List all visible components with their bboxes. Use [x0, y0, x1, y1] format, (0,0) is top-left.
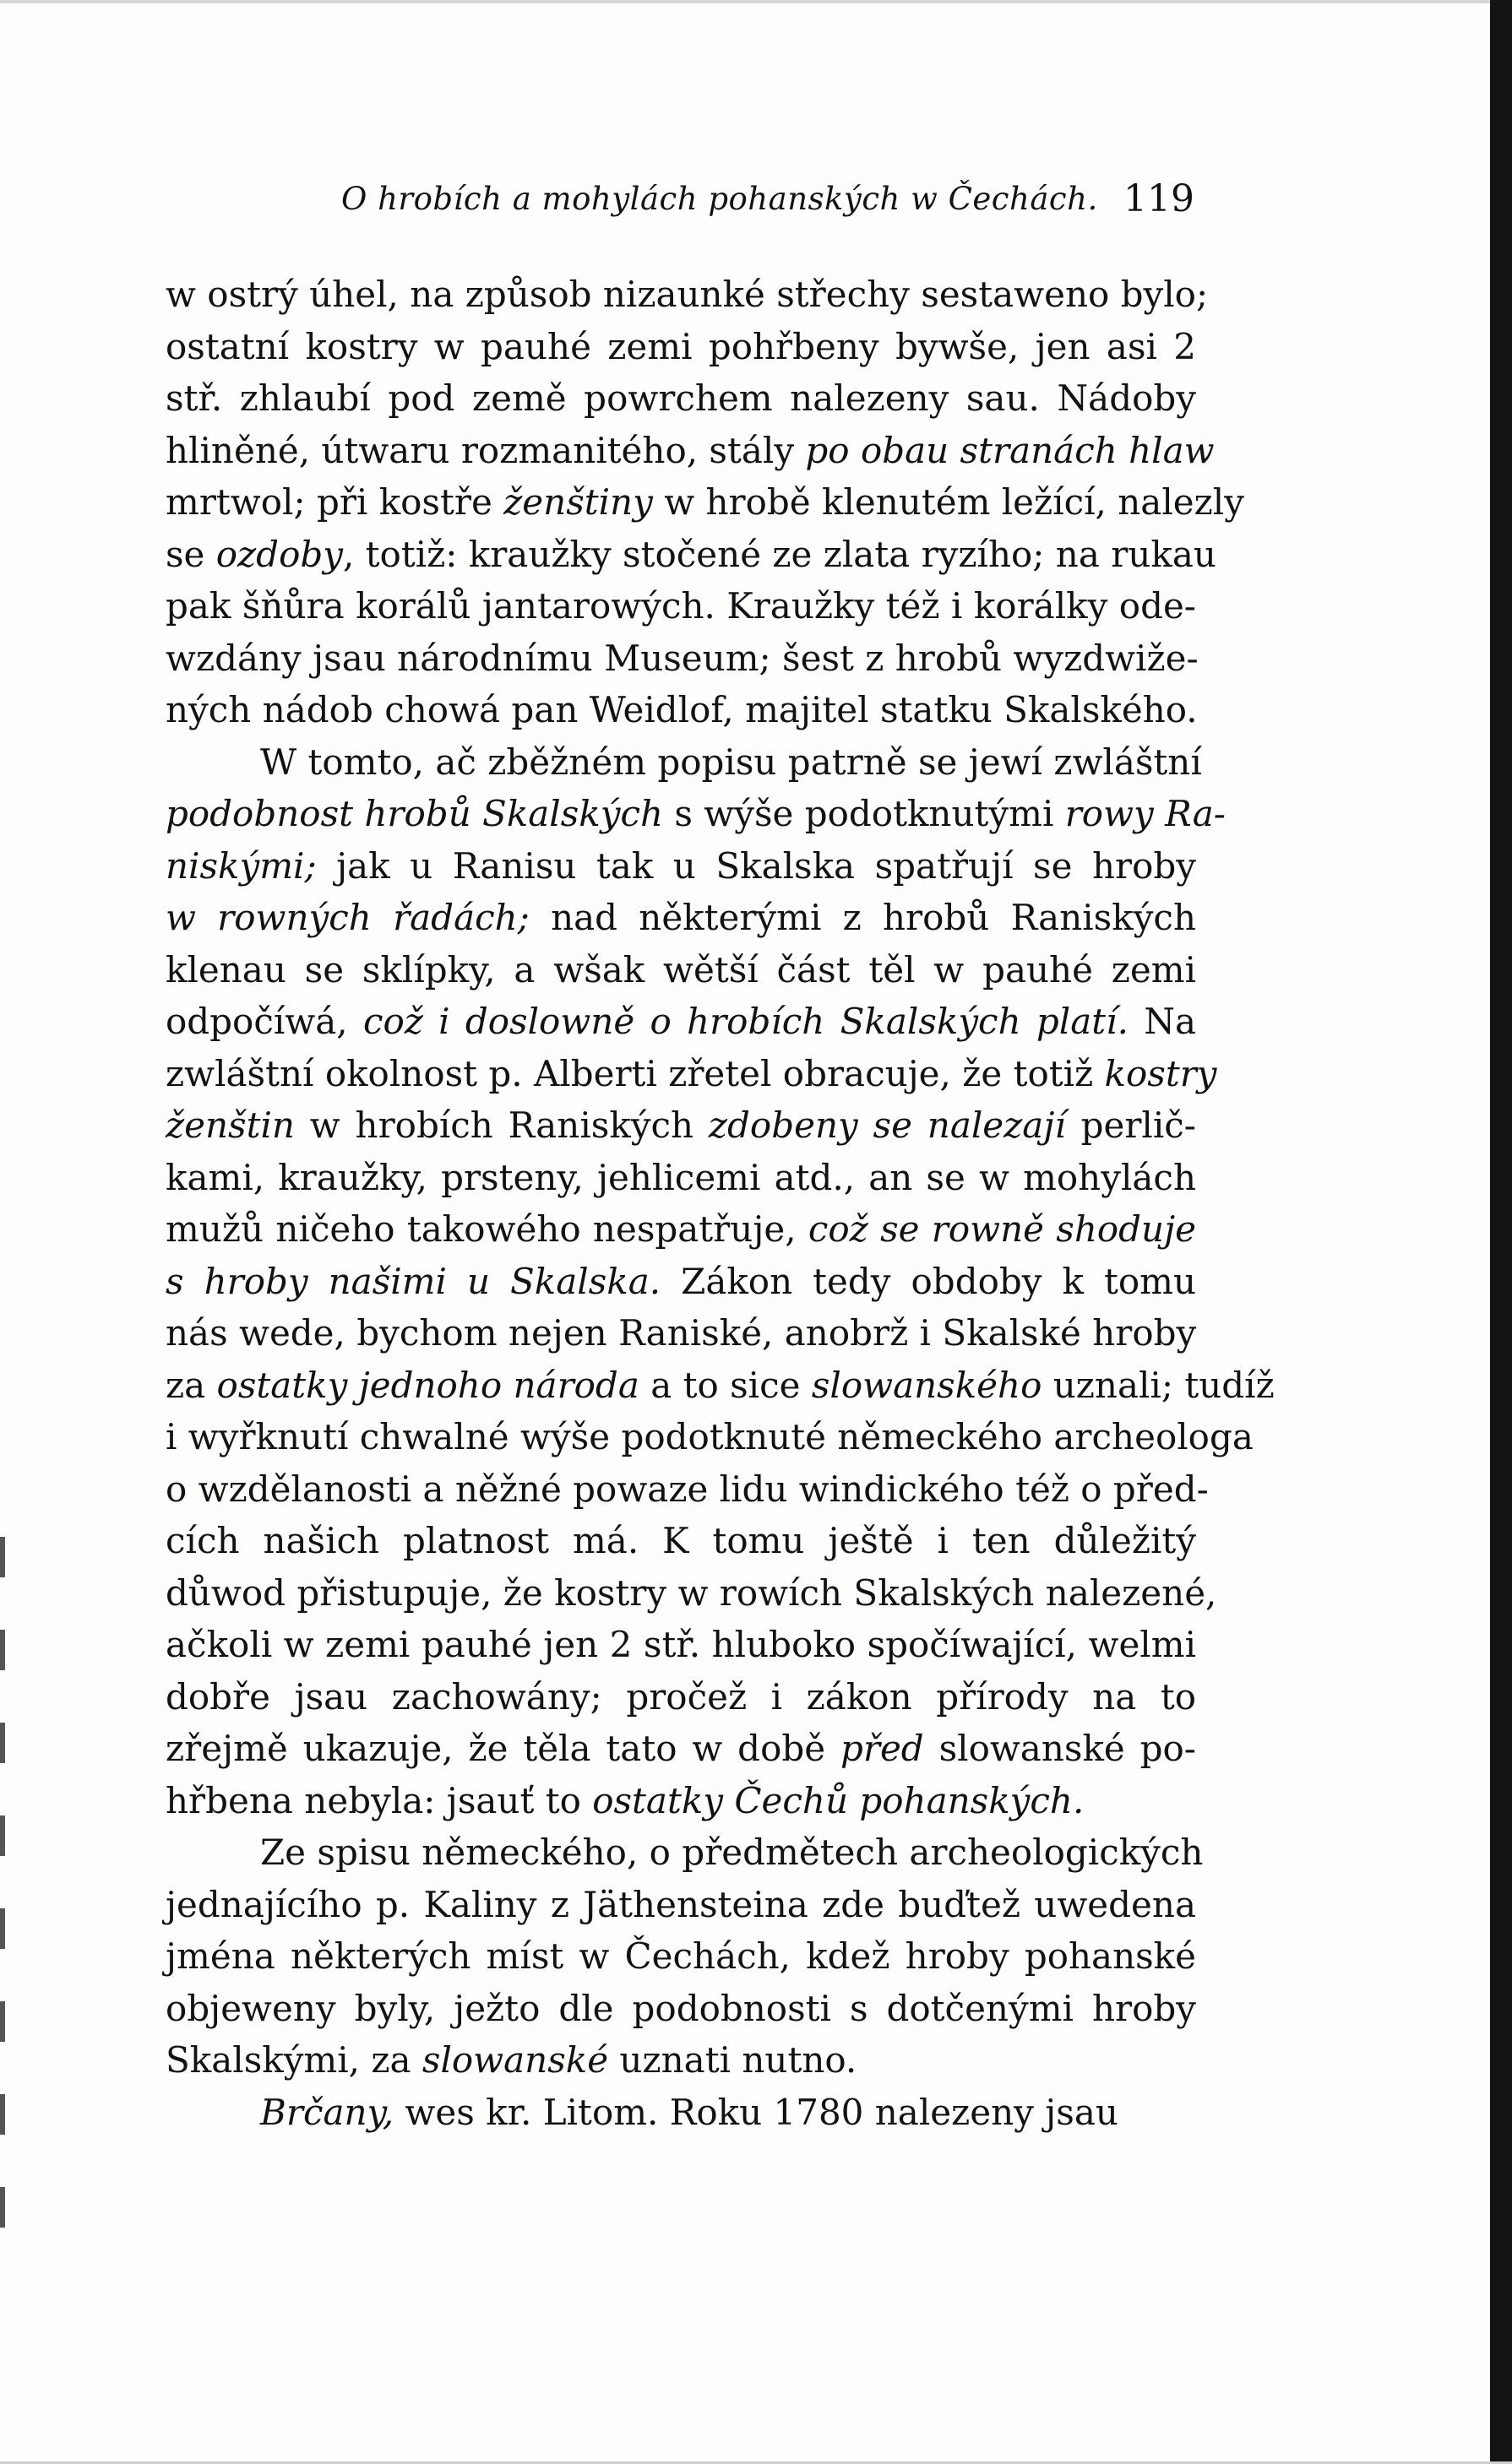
italic-phrase: slowanské	[422, 2039, 609, 2081]
text-run: mužů ničeho takowého nespatřuje,	[166, 1208, 808, 1250]
italic-phrase: niskými;	[166, 844, 317, 887]
text-run: , totiž: kraužky stočené ze zlata ryzího; na rukau	[342, 533, 1216, 575]
page-number: 119	[1123, 177, 1194, 220]
scan-border-right	[1490, 0, 1512, 2464]
text-line	[166, 372, 1196, 425]
text-run: pak šňůra korálů jantarowých. Kraužky též i korálky ode-	[166, 585, 1196, 627]
text-run: w hrobích Raniských	[294, 1104, 709, 1146]
text-line	[166, 840, 1196, 893]
text-line	[166, 1567, 1217, 1620]
italic-phrase: což se rowně shoduje	[808, 1208, 1196, 1250]
text-run: zřejmě ukazuje, že těla tato w době	[166, 1728, 840, 1769]
text-line	[166, 1671, 1196, 1723]
page-top-edge	[0, 0, 1512, 3]
text-run: stř. zhlaubí pod země powrchem nalezeny sau. Nádoby	[166, 377, 1196, 419]
text-run: za	[166, 1364, 217, 1406]
text-line	[166, 1515, 1196, 1567]
text-run: i wyřknutí chwalné wýše podotknuté německého archeologa	[166, 1416, 1254, 1457]
text-line	[166, 476, 1244, 529]
italic-phrase: ozdoby	[215, 533, 343, 575]
body-text	[166, 269, 1275, 2138]
text-run: dobře jsau zachowány; pročež i zákon přírody na to	[166, 1675, 1196, 1718]
text-line	[166, 736, 1202, 789]
text-line	[166, 944, 1196, 996]
text-line	[166, 529, 1216, 581]
text-run: slowanské po-	[923, 1728, 1196, 1769]
text-run: o wzdělanosti a něžné powaze lidu windického též o před-	[166, 1468, 1209, 1510]
text-line	[166, 1826, 1204, 1879]
text-run: mrtwol; při kostře	[166, 481, 504, 523]
text-line	[166, 1619, 1196, 1671]
italic-phrase: ostatky Čechů pohanských.	[592, 1779, 1085, 1821]
running-title: O hrobích a mohylách pohanských w Čechách.	[341, 181, 1098, 217]
text-run: klenau se sklípky, a wšak wětší část těl w pauhé zemi	[166, 948, 1196, 990]
text-run: Skalskými, za	[166, 2039, 422, 2081]
text-line	[166, 684, 1196, 736]
text-run: důwod přistupuje, že kostry w rowích Skalských nalezené,	[166, 1571, 1217, 1614]
left-margin-marks	[0, 1537, 5, 2229]
text-run: se	[166, 533, 216, 575]
text-line	[166, 1775, 1196, 1827]
text-run: perlič-	[1065, 1104, 1196, 1146]
text-line	[166, 580, 1196, 632]
page-header	[341, 177, 1194, 231]
text-run: hliněné, útwaru rozmanitého, stály	[166, 429, 806, 471]
text-run: ostatní kostry w pauhé zemi pohřbeny bywše, jen asi 2	[166, 325, 1196, 367]
italic-phrase: rowy Ra-	[1064, 793, 1226, 834]
text-line	[166, 1463, 1209, 1516]
text-run: uznati nutno.	[608, 2039, 857, 2081]
text-run: jména některých míst w Čechách, kdež hroby pohanské	[166, 1935, 1196, 1977]
text-run: s wýše podotknutými	[663, 793, 1065, 834]
text-run: Zákon tedy obdoby k tomu	[661, 1260, 1196, 1302]
italic-phrase: před	[840, 1728, 924, 1769]
text-run: a to sice	[639, 1364, 812, 1406]
italic-phrase: ostatky jednoho národa	[216, 1364, 639, 1406]
text-line	[166, 892, 1196, 944]
text-run: w hrobě klenutém ležící, nalezly	[652, 481, 1244, 523]
text-line	[166, 1930, 1196, 1983]
text-run: jednajícího p. Kaliny z Jäthensteina zde buďtež uwedena	[166, 1883, 1196, 1925]
italic-phrase: s hroby našimi u Skalska.	[166, 1260, 661, 1302]
text-line	[166, 996, 1196, 1048]
text-line	[166, 1360, 1275, 1412]
text-line	[166, 1723, 1196, 1775]
text-line	[166, 632, 1199, 685]
italic-phrase: po obau stranách hlaw	[805, 429, 1215, 471]
text-run: jak u Ranisu tak u Skalska spatřují se hroby	[316, 844, 1196, 887]
text-run: zwláštní okolnost p. Alberti zřetel obracuje, že totiž	[166, 1052, 1105, 1094]
italic-phrase: slowanského	[811, 1364, 1042, 1406]
text-line	[166, 1307, 1196, 1360]
text-line	[166, 1152, 1196, 1204]
italic-phrase: kostry	[1104, 1052, 1217, 1094]
text-line	[166, 1203, 1196, 1256]
text-line	[166, 1879, 1196, 1931]
text-line	[166, 269, 1209, 321]
text-run: uznali; tudíž	[1042, 1364, 1275, 1406]
text-run: nad některými z hrobů Raniských	[529, 897, 1196, 938]
text-line	[166, 788, 1226, 840]
text-run: wes kr. Litom. Roku 1780 nalezeny jsau	[394, 2091, 1118, 2133]
italic-phrase: w rowných řadách;	[166, 897, 530, 938]
text-run: ných nádob chowá pan Weidlof, majitel statku Skalského.	[166, 689, 1198, 730]
text-line	[166, 1048, 1217, 1100]
text-run: wzdány jsau národnímu Museum; šest z hrobů wyzdwiže-	[166, 637, 1199, 679]
text-line	[166, 1099, 1196, 1152]
italic-phrase: ženštin	[166, 1104, 295, 1146]
text-run: Na	[1128, 1001, 1196, 1042]
text-run: odpočíwá,	[166, 1001, 363, 1042]
italic-phrase: ženštiny	[503, 481, 653, 523]
text-line	[166, 2034, 1196, 2087]
text-run: ačkoli w zemi pauhé jen 2 stř. hluboko spočíwající, welmi	[166, 1624, 1196, 1665]
italic-phrase: podobnost hrobů Skalských	[166, 793, 664, 834]
text-line	[166, 321, 1196, 373]
text-run: Ze spisu německého, o předmětech archeologických	[260, 1832, 1204, 1873]
text-run: hřbena nebyla: jsauť to	[166, 1779, 593, 1821]
italic-phrase: což i doslowně o hrobích Skalských platí.	[362, 1001, 1129, 1042]
text-line	[166, 425, 1215, 477]
text-run: W tomto, ač zběžném popisu patrně se jewí zwláštní	[260, 741, 1202, 783]
text-run: w ostrý úhel, na způsob nizaunké střechy sestaweno bylo;	[166, 274, 1209, 315]
text-line	[166, 2087, 1196, 2139]
text-line	[166, 1983, 1196, 2035]
text-line	[166, 1256, 1196, 1308]
text-run: cích našich platnost má. K tomu ještě i ten důležitý	[166, 1520, 1196, 1561]
text-line	[166, 1411, 1254, 1463]
text-run: objeweny byly, ježto dle podobnosti s dotčenými hroby	[166, 1987, 1196, 2029]
italic-phrase: Brčany,	[260, 2091, 394, 2133]
italic-phrase: zdobeny se nalezají	[708, 1104, 1066, 1146]
text-run: nás wede, bychom nejen Raniské, anobrž i Skalské hroby	[166, 1312, 1197, 1354]
text-run: kami, kraužky, prsteny, jehlicemi atd., an se w mohylách	[166, 1156, 1196, 1198]
